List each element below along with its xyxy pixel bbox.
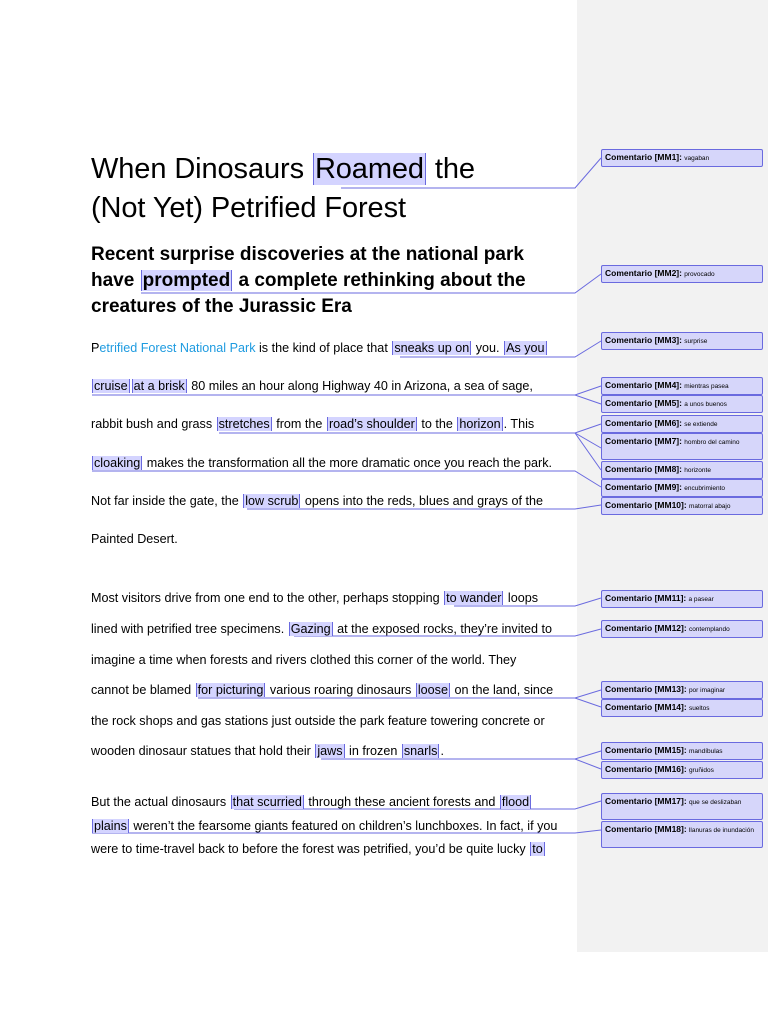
comment-balloon-mm10[interactable] [601, 497, 763, 515]
comment-text: sueltos [688, 705, 710, 712]
body-text: Not far inside the gate, the [91, 494, 243, 508]
highlight-horizon[interactable]: horizon [459, 417, 501, 431]
comment-label: Comentario [MM1]: [605, 152, 682, 162]
highlight-loose[interactable]: loose [417, 683, 448, 697]
comment-text: matorral abajo [688, 503, 731, 510]
comment-balloon-mm9[interactable] [601, 479, 763, 497]
comment-label: Comentario [MM3]: [605, 335, 682, 345]
body-text: rabbit bush and grass [91, 417, 216, 431]
comment-text: a pasear [688, 596, 714, 603]
comment-balloon-mm12[interactable] [601, 620, 763, 638]
comment-label: Comentario [MM12]: [605, 623, 687, 633]
comment-label: Comentario [MM17]: [605, 796, 687, 806]
comment-balloon-mm6[interactable] [601, 415, 763, 433]
comment-label: Comentario [MM7]: [605, 436, 682, 446]
comment-label: Comentario [MM5]: [605, 398, 682, 408]
comment-text: que se deslizaban [688, 799, 742, 806]
title-text: When Dinosaurs [91, 153, 312, 185]
body-line [91, 455, 552, 471]
comment-text: contemplando [688, 626, 730, 633]
body-line: the rock shops and gas stations just outside the park feature towering concrete or [91, 714, 545, 728]
title-text: the [426, 153, 475, 185]
comment-balloon-mm1[interactable] [601, 149, 763, 167]
comment-balloon-mm8[interactable] [601, 461, 763, 479]
comment-text: a unos buenos [684, 401, 727, 408]
comment-text: llanuras de inundación [688, 827, 754, 834]
comment-balloon-mm17[interactable] [601, 793, 763, 820]
comment-text: se extiende [684, 421, 718, 428]
comment-label: Comentario [MM4]: [605, 380, 682, 390]
highlight-for-picturing[interactable]: for picturing [197, 683, 264, 697]
body-line [91, 818, 557, 834]
comment-text: provocado [684, 271, 715, 278]
document-title-line2: (Not Yet) Petrified Forest [91, 192, 406, 224]
comment-balloon-mm3[interactable] [601, 332, 763, 350]
comment-balloon-mm11[interactable] [601, 590, 763, 608]
comment-balloon-mm7[interactable] [601, 433, 763, 460]
comment-label: Comentario [MM10]: [605, 500, 687, 510]
highlight-snarls[interactable]: snarls [403, 744, 438, 758]
comment-text: mientras pasea [684, 383, 729, 390]
highlight-gazing[interactable]: Gazing [290, 622, 331, 636]
highlight-at-a-brisk[interactable]: at a brisk [133, 379, 185, 393]
body-text: to the [417, 417, 457, 431]
body-line [91, 743, 444, 759]
connector-mm16 [404, 759, 601, 769]
highlight-that-scurried[interactable]: that scurried [232, 795, 302, 809]
park-name-link[interactable]: etrified Forest National Park [99, 341, 256, 355]
comment-balloon-mm15[interactable] [601, 742, 763, 760]
comment-text: gruñidos [688, 767, 714, 774]
subtitle-line1: Recent surprise discoveries at the national park [91, 244, 524, 265]
body-line [91, 682, 553, 698]
body-text: weren’t the fearsome giants featured on children’s lunchboxes. In fact, if you [129, 819, 558, 833]
comment-text: encubrimiento [684, 485, 726, 492]
highlight-roads-shoulder[interactable]: road’s shoulder [328, 417, 415, 431]
highlight-stretches[interactable]: stretches [218, 417, 270, 431]
highlight-prompted[interactable]: prompted [142, 270, 231, 291]
subtitle-text: a complete rethinking about the [233, 270, 526, 291]
comment-text: mandíbulas [688, 748, 723, 755]
comment-label: Comentario [MM13]: [605, 684, 687, 694]
body-text: P [91, 341, 100, 355]
highlight-to-wander[interactable]: to wander [446, 591, 502, 605]
body-line [91, 590, 538, 606]
highlight-to[interactable]: to [532, 842, 543, 856]
body-line [91, 416, 534, 432]
body-text: lined with petrified tree specimens. [91, 622, 288, 636]
body-line [91, 493, 543, 509]
comment-label: Comentario [MM16]: [605, 764, 687, 774]
body-line [91, 794, 532, 810]
highlight-as-you[interactable]: As you [506, 341, 545, 355]
body-text: Most visitors drive from one end to the other, perhaps stopping [91, 591, 444, 605]
highlight-plains[interactable]: plains [94, 819, 127, 833]
comment-label: Comentario [MM9]: [605, 482, 682, 492]
connector-mm5 [130, 395, 601, 404]
comment-balloon-mm18[interactable] [601, 821, 763, 848]
body-text: But the actual dinosaurs [91, 795, 230, 809]
comment-text: horizonte [684, 467, 711, 474]
body-text: in frozen [345, 744, 401, 758]
body-text: you. [472, 341, 504, 355]
body-text: on the land, since [450, 683, 554, 697]
body-text: various roaring dinosaurs [266, 683, 415, 697]
connector-mm9 [92, 471, 601, 487]
subtitle-line2 [91, 268, 526, 294]
body-text: . [440, 744, 444, 758]
highlight-flood[interactable]: flood [501, 795, 530, 809]
highlight-roamed[interactable]: Roamed [314, 153, 424, 185]
body-text: is the kind of place that [255, 341, 392, 355]
comment-balloon-mm14[interactable] [601, 699, 763, 717]
comment-label: Comentario [MM14]: [605, 702, 687, 712]
body-line [91, 841, 546, 857]
body-line [91, 621, 552, 637]
highlight-cruise[interactable]: cruise [94, 379, 128, 393]
comment-label: Comentario [MM8]: [605, 464, 682, 474]
highlight-low-scrub[interactable]: low scrub [245, 494, 299, 508]
subtitle-line3: creatures of the Jurassic Era [91, 296, 352, 317]
body-line: imagine a time when forests and rivers clothed this corner of the world. They [91, 653, 517, 667]
body-text: were to time-travel back to before the forest was petrified, you’d be quite lucky [91, 842, 530, 856]
comment-text: surprise [684, 338, 708, 345]
body-text: loops [504, 591, 539, 605]
body-line [91, 378, 533, 394]
connector-mm7 [327, 433, 601, 448]
body-text: opens into the reds, blues and grays of the [301, 494, 543, 508]
comment-text: vagaban [684, 155, 710, 162]
body-text: makes the transformation all the more dramatic once you reach the park. [143, 456, 553, 470]
comment-text: hombro del camino [684, 439, 740, 446]
highlight-cloaking[interactable]: cloaking [94, 456, 141, 470]
body-text: at the exposed rocks, they’re invited to [333, 622, 553, 636]
body-text: cannot be blamed [91, 683, 195, 697]
subtitle-text: have [91, 270, 140, 291]
comment-text: por imaginar [688, 687, 726, 694]
comment-label: Comentario [MM2]: [605, 268, 682, 278]
comment-balloon-mm16[interactable] [601, 761, 763, 779]
body-line [91, 340, 548, 356]
comment-label: Comentario [MM11]: [605, 593, 687, 603]
comment-balloon-mm13[interactable] [601, 681, 763, 699]
body-text: from the [272, 417, 326, 431]
comment-balloon-mm4[interactable] [601, 377, 763, 395]
comment-label: Comentario [MM6]: [605, 418, 682, 428]
comment-balloon-mm5[interactable] [601, 395, 763, 413]
body-text: through these ancient forests and [304, 795, 499, 809]
comment-label: Comentario [MM18]: [605, 824, 687, 834]
highlight-jaws[interactable]: jaws [317, 744, 343, 758]
comment-label: Comentario [MM15]: [605, 745, 687, 755]
body-text: 80 miles an hour along Highway 40 in Arizona, a sea of sage, [187, 379, 533, 393]
body-text: wooden dinosaur statues that hold their [91, 744, 315, 758]
highlight-sneaks-up-on[interactable]: sneaks up on [394, 341, 470, 355]
connector-mm14 [419, 698, 601, 707]
comment-balloon-mm2[interactable] [601, 265, 763, 283]
document-title-line1 [91, 150, 475, 189]
body-line: Painted Desert. [91, 532, 178, 546]
body-text: . This [503, 417, 535, 431]
